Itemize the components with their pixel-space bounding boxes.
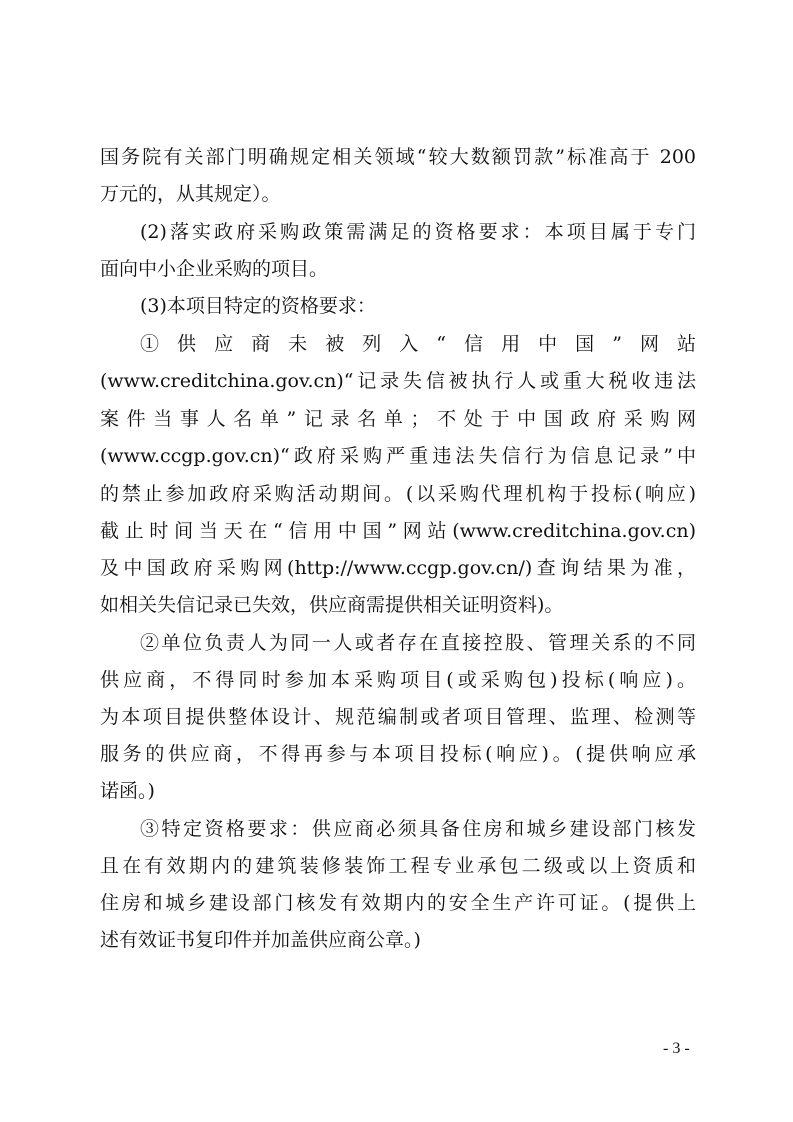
text-line: ③特定资格要求：供应商必须具备住房和城乡建设部门核发: [140, 818, 696, 840]
text-line: 为本项目提供整体设计、规范编制或者项目管理、监理、检测等: [100, 706, 696, 728]
text-line: 案件当事人名单”记录名单；不处于中国政府采购网: [100, 408, 696, 430]
text-line: (2)落实政府采购政策需满足的资格要求：本项目属于专门: [140, 221, 696, 243]
text-line: 的禁止参加政府采购活动期间。(以采购代理机构于投标(响应): [100, 483, 696, 505]
text-line: 且在有效期内的建筑装修装饰工程专业承包二级或以上资质和: [100, 855, 696, 877]
text-line: 面向中小企业采购的项目。: [100, 258, 329, 280]
text-line: 供应商，不得同时参加本采购项目(或采购包)投标(响应)。: [100, 669, 696, 691]
text-line: (www.creditchina.gov.cn)“记录失信被执行人或重大税收违法: [100, 370, 696, 392]
page-number: - 3 -: [663, 1040, 690, 1057]
text-line: ②单位负责人为同一人或者存在直接控股、管理关系的不同: [140, 632, 696, 654]
text-line: 诺函。): [100, 780, 155, 802]
text-line: 述有效证书复印件并加盖供应商公章。): [100, 929, 421, 951]
text-line: 如相关失信记录已失效，供应商需提供相关证明资料)。: [100, 594, 564, 616]
text-line: ①供应商未被列入“信用中国”网站: [140, 333, 696, 355]
text-line: 及中国政府采购网(http://www.ccgp.gov.cn/)查询结果为准，: [100, 557, 696, 579]
section-heading: (3)本项目特定的资格要求：: [140, 295, 376, 317]
text-line: 服务的供应商，不得再参与本项目投标(响应)。(提供响应承: [100, 743, 696, 765]
text-line: 住房和城乡建设部门核发有效期内的安全生产许可证。(提供上: [100, 892, 696, 914]
text-line: (www.ccgp.gov.cn)“政府采购严重违法失信行为信息记录”中: [100, 445, 696, 467]
text-line: 截止时间当天在“信用中国”网站(www.creditchina.gov.cn): [100, 520, 696, 542]
text-line: 万元的，从其规定）。: [100, 183, 281, 205]
text-line: 国务院有关部门明确规定相关领域“较大数额罚款”标准高于 200: [100, 146, 696, 168]
